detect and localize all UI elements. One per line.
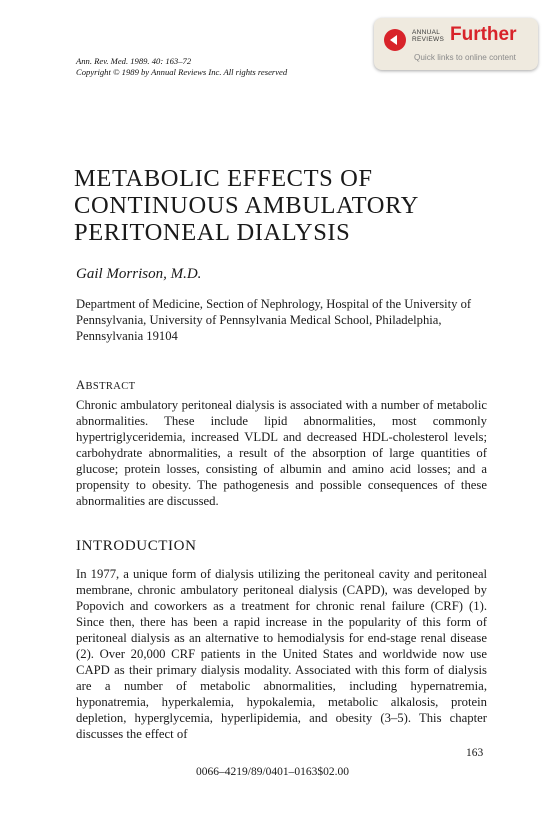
badge-publisher xyxy=(412,29,444,43)
abstract-heading xyxy=(76,378,136,393)
abstract-text: Chronic ambulatory peritoneal dialysis is associated with a number of metabolic abnormalities. These include lipid abnormalities, most commonly hypertriglyceridemia, increased VLDL and decreased HDL-cholesterol levels; carbohydrate abnormalities, a result of the absorption of large quantities of glucose; protein losses, consisting of albumin and amino acid losses; and a propensity to obesity. The pathogenesis and possible consequences of these abnormalities are discussed. xyxy=(76,398,487,508)
journal-line: Ann. Rev. Med. 1989. 40: 163–72 xyxy=(76,56,192,66)
issn-code: 0066–4219/89/0401–0163$02.00 xyxy=(196,766,350,778)
title-line: CONTINUOUS AMBULATORY xyxy=(74,192,419,219)
copyright-line: Copyright © 1989 by Annual Reviews Inc. All rights reserved xyxy=(76,67,288,77)
abstract-heading-initial: A xyxy=(76,378,86,392)
introduction-text: In 1977, a unique form of dialysis utilizing the peritoneal cavity and peritoneal membrane, chronic ambulatory peritoneal dialysis (CAPD), was developed by Popovich and coworkers as a treatment for chronic renal failure (CRF) (1). Since then, there has been a rapid increase in the popularity of this form of peritoneal dialysis as an alternative to hemodialysis for end-stage renal disease (2). Over 20,000 CRF patients in the United States and worldwide now use CAPD as their primary dialysis modality. Associated with this form of dialysis are a number of metabolic abnormalities, including hypernatremia, hyponatremia, hyperkalemia, hypokalemia, metabolic alkalosis, protein depletion, hyperglycemia, hyperlipidemia, and obesity (3–5). This chapter discusses the effect of xyxy=(76,567,487,741)
article-title xyxy=(74,165,419,246)
abstract-heading-rest: BSTRACT xyxy=(85,381,136,392)
annual-reviews-logo-icon xyxy=(384,29,406,51)
badge-subtitle: Quick links to online content xyxy=(414,53,516,62)
further-badge[interactable] xyxy=(374,18,538,70)
author-affiliation: Department of Medicine, Section of Nephrology, Hospital of the University of Pennsylvania, University of Pennsylvania Medical School, Philadelphia, Pennsylvania 19104 xyxy=(76,297,472,343)
journal-citation xyxy=(76,56,287,78)
title-line: METABOLIC EFFECTS OF xyxy=(74,165,373,192)
introduction-heading: INTRODUCTION xyxy=(76,538,197,554)
badge-line-reviews: REVIEWS xyxy=(412,36,445,43)
author-name: Gail Morrison, M.D. xyxy=(76,266,202,282)
badge-brand: Further xyxy=(450,24,517,45)
title-line: PERITONEAL DIALYSIS xyxy=(74,219,351,246)
badge-line-annual: ANNUAL xyxy=(412,29,441,36)
page-number: 163 xyxy=(466,747,484,759)
